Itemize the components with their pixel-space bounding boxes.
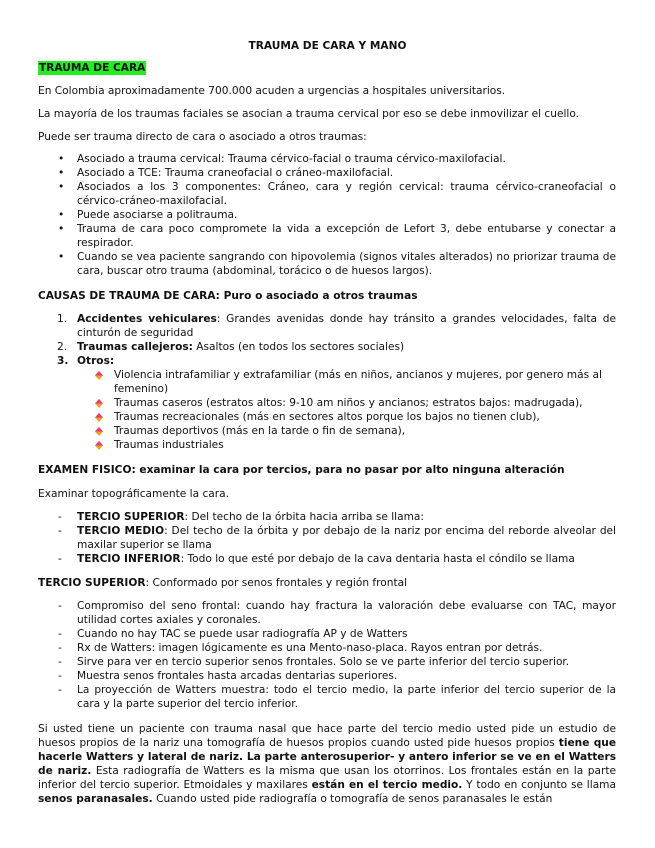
diamond-bullet-icon (95, 441, 103, 450)
list-item: Traumas caseros (estratos altos: 9-10 am niños y ancianos; estratos bajos: madrugada), (77, 396, 616, 410)
bullet-dot-icon: • (58, 223, 65, 235)
list-item: • Cuando se vea paciente sangrando con hipovolemia (signos vitales alterados) no priorizar trauma de cara, buscar otro trauma (abdominal, torácico o de huesos largos). (58, 251, 616, 277)
list-item: Traumas recreacionales (más en sectores altos porque los bajos no tienen club), (77, 410, 616, 424)
diamond-bullet-icon (95, 371, 103, 380)
tercios-list (38, 510, 616, 566)
dash-bullet-icon: - (58, 511, 62, 523)
dash-bullet-icon: - (58, 525, 62, 537)
dash-bullet-icon: - (58, 670, 62, 682)
dash-bullet-icon: - (58, 656, 62, 668)
bullet-dot-icon: • (58, 181, 65, 193)
list-item: - Compromiso del seno frontal: cuando hay fractura la valoración debe evaluarse con TAC, mayor utilidad cortes axiales y coronales. (58, 600, 616, 626)
list-item: Traumas deportivos (más en la tarde o fin de semana), (77, 424, 616, 438)
bullet-dot-icon: • (58, 251, 65, 263)
cause-label: Traumas callejeros: (77, 341, 193, 353)
list-item: • Trauma de cara poco compromete la vida a excepción de Lefort 3, debe entubarse y conectar a respirador. (58, 223, 616, 249)
exam-heading: EXAMEN FISICO: examinar la cara por tercios, para no pasar por alto ninguna alteración (38, 464, 565, 476)
list-item: - TERCIO MEDIO: Del techo de la órbita y por debajo de la nariz por encima del reborde alveolar del maxilar superior se llama (58, 525, 616, 551)
list-item: • Puede asociarse a politrauma. (58, 209, 238, 221)
diamond-bullet-icon (95, 413, 103, 422)
list-item: - Sirve para ver en tercio superior senos frontales. Solo se ve parte inferior del tercio superior. (58, 656, 570, 668)
list-item: - Rx de Watters: imagen lógicamente es una Mento-naso-placa. Rayos entran por detrás. (58, 642, 543, 654)
list-item: - La proyección de Watters muestra: todo el tercio medio, la parte inferior del tercio superior de la cara y la parte superior del tercio inferior. (58, 684, 616, 710)
cause-label: Otros: (77, 355, 115, 367)
list-item: 1. Accidentes vehiculares: Grandes avenidas donde hay tránsito a grandes velocidades, falta de cinturón de seguridad (57, 313, 616, 339)
dash-bullet-icon: - (58, 553, 62, 565)
list-item: - Muestra senos frontales hasta arcadas dentarias superiores. (58, 670, 398, 682)
list-item: • Asociado a TCE: Trauma craneofacial o cráneo-maxilofacial. (58, 167, 394, 179)
final-paragraph: Si usted tiene un paciente con trauma nasal que hace parte del tercio medio usted pide un estudio de huesos propios de la nariz una tomografía de huesos propios cuando usted pide huesos propios tiene que hacerle Watters y lateral de nariz. La parte anterosuperior- y antero inferior se ve en el Watters de nariz. Esta radiografía de Watters es la misma que usan los otorrinos. Los frontales están en la parte inferior del tercio superior. Etmoidales y maxilares están en el tercio medio. Y todo en conjunto se llama senos paranasales. Cuando usted pide radiografía o tomografía de senos paranasales le están (38, 723, 617, 805)
paragraph-colombia: En Colombia aproximadamente 700.000 acuden a urgencias a hospitales universitarios. (38, 85, 506, 97)
paragraph-trauma-directo: Puede ser trauma directo de cara o asociado a otros traumas: (38, 131, 367, 143)
cause-label: Accidentes vehiculares (77, 313, 217, 325)
dash-bullet-icon: - (58, 684, 62, 696)
list-item: 2. Traumas callejeros: Asaltos (en todos los sectores sociales) (57, 341, 405, 353)
diamond-bullet-icon (95, 427, 103, 436)
exam-intro: Examinar topográficamente la cara. (38, 488, 229, 500)
list-item: Violencia intrafamiliar y extrafamiliar (más en niños, ancianos y mujeres, por genero más al femenino) (77, 368, 616, 396)
bullet-dot-icon: • (58, 209, 65, 221)
causes-heading: CAUSAS DE TRAUMA DE CARA: Puro o asociado a otros traumas (38, 290, 418, 302)
dash-bullet-icon: - (58, 628, 62, 640)
causes-list (38, 312, 616, 452)
list-item: - TERCIO SUPERIOR: Del techo de la órbita hacia arriba se llama: (58, 511, 424, 523)
list-item: Traumas industriales (77, 438, 616, 452)
list-item: • Asociados a los 3 componentes: Cráneo, cara y región cervical: trauma cérvico-craneofacial o cérvico-cráneo-maxilofacial. (58, 181, 616, 207)
list-item: - TERCIO INFERIOR: Todo lo que esté por debajo de la cava dentaria hasta el cóndilo se llama (58, 553, 575, 565)
otros-sublist (77, 368, 616, 452)
dash-bullet-icon: - (58, 642, 62, 654)
trauma-bullet-list (38, 152, 616, 278)
bullet-dot-icon: • (58, 153, 65, 165)
document-title: TRAUMA DE CARA Y MANO (248, 40, 407, 52)
section-heading-trauma-de-cara: TRAUMA DE CARA (39, 62, 146, 74)
tercio-superior-heading: TERCIO SUPERIOR: Conformado por senos frontales y región frontal (38, 577, 408, 589)
tercio-superior-list (38, 599, 616, 711)
paragraph-cervical: La mayoría de los traumas faciales se asocian a trauma cervical por eso se debe inmovilizar el cuello. (38, 108, 580, 120)
list-item: • Asociado a trauma cervical: Trauma cérvico-facial o trauma cérvico-maxilofacial. (58, 153, 506, 165)
diamond-bullet-icon (95, 399, 103, 408)
dash-bullet-icon: - (58, 600, 62, 612)
bullet-dot-icon: • (58, 167, 65, 179)
list-item: 3. Otros: Violencia intrafamiliar y extrafamiliar (más en niños, ancianos y mujeres, por genero más al femenino) Traumas caseros (estratos altos: 9-10 am niños y ancianos; estratos bajos: madrugada), Traumas recreacionales (más en sectores altos porque los bajos no tienen club), Traumas deportivos (más en la tarde o fin de semana), Traumas industriales (38, 354, 616, 452)
list-item: - Cuando no hay TAC se puede usar radiografía AP y de Watters (58, 628, 408, 640)
